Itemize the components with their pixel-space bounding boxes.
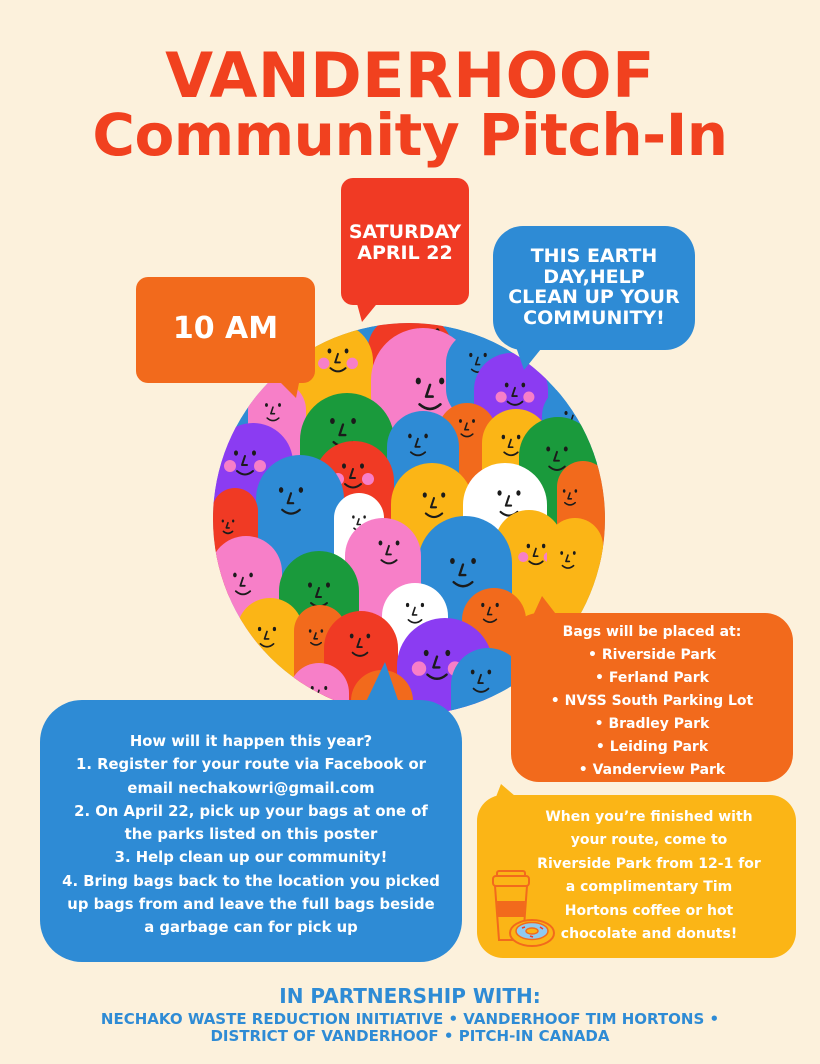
partner-line: NECHAKO WASTE REDUCTION INITIATIVE • VANDERHOOF TIM HORTONS •	[100, 1010, 720, 1028]
how-line: the parks listed on this poster	[124, 826, 378, 843]
blob-body	[237, 598, 303, 708]
location-name: Vanderview Park	[592, 762, 726, 778]
bags-bubble	[511, 613, 793, 782]
bag-location	[511, 759, 793, 782]
face-eye	[517, 435, 520, 439]
bullet: •	[587, 647, 597, 663]
how-it-works-bubble	[40, 700, 462, 962]
face-eye	[469, 353, 472, 357]
face-blob	[237, 598, 303, 708]
face-cheek	[518, 552, 528, 562]
bags-heading: Bags will be placed at:	[562, 624, 742, 640]
location-name: Leiding Park	[609, 739, 709, 755]
face-eye	[521, 383, 525, 388]
face-eye	[360, 463, 364, 468]
bullet: •	[578, 762, 588, 778]
how-line: 2. On April 22, pick up your bags at one of	[74, 802, 428, 820]
event-time: 10 AM	[172, 311, 279, 346]
date-month-day: APRIL 22	[357, 242, 453, 264]
face-eye	[441, 492, 445, 497]
reward-bubble	[477, 795, 796, 958]
face-eye	[575, 489, 578, 492]
face-eye	[459, 419, 462, 423]
face-cheek	[318, 358, 329, 369]
face-eye	[279, 487, 283, 493]
face-eye	[471, 558, 476, 564]
partnership-list	[0, 1011, 820, 1045]
reward-line: Hortons coffee or hot	[564, 902, 734, 919]
face-eye	[345, 349, 349, 354]
reward-line: When you’re finished with	[545, 809, 753, 825]
face-eye	[321, 629, 324, 632]
face-eye	[258, 627, 261, 631]
face-eye	[487, 670, 491, 675]
bag-location	[511, 667, 793, 690]
face-eye	[351, 418, 356, 424]
face-cheek	[496, 391, 507, 402]
bag-location	[511, 736, 793, 759]
face-eye	[342, 463, 346, 468]
how-line: 4. Bring bags back to the location you picked	[62, 872, 440, 890]
face-cheek	[347, 358, 358, 369]
face-eye	[496, 603, 499, 607]
face-eye	[445, 650, 450, 656]
face-eye	[424, 650, 429, 656]
face-eye	[249, 573, 253, 578]
face-eye	[471, 670, 475, 675]
face-eye	[273, 627, 276, 631]
earth-day-line: CLEAN UP YOUR	[508, 286, 680, 309]
earth-day-line: THIS EARTH	[530, 245, 658, 267]
partnership-heading: IN PARTNERSHIP WITH:	[279, 984, 541, 1008]
reward-line: chocolate and donuts!	[560, 926, 738, 943]
face-eye	[363, 515, 366, 518]
face-eye	[366, 634, 370, 639]
face-cheek	[523, 391, 534, 402]
face-eye	[396, 541, 400, 546]
face-eye	[416, 378, 421, 385]
how-line: up bags from and leave the full bags beside	[67, 895, 435, 913]
face-eye	[564, 411, 567, 415]
bag-location	[511, 713, 793, 736]
face-eye	[352, 515, 355, 518]
face-eye	[497, 490, 501, 495]
face-eye	[546, 446, 550, 451]
face-eye	[573, 551, 576, 555]
face-eye	[350, 634, 354, 639]
earth-day-line: COMMUNITY!	[523, 307, 665, 330]
face-eye	[423, 492, 427, 497]
bullet: •	[595, 739, 605, 755]
face-eye	[421, 603, 424, 607]
face-eye	[234, 450, 238, 455]
face-eye	[563, 489, 566, 492]
date-bubble	[341, 178, 469, 305]
reward-line: a complimentary Tim	[565, 879, 733, 896]
face-eye	[481, 603, 484, 607]
face-eye	[542, 544, 545, 548]
face-eye	[527, 544, 530, 548]
bag-location	[511, 690, 793, 713]
partner-line: DISTRICT OF VANDERHOOF • PITCH-IN CANADA	[210, 1027, 610, 1045]
face-eye	[578, 411, 581, 415]
face-eye	[252, 450, 256, 455]
face-cheek	[412, 661, 426, 675]
face-cheek	[362, 473, 374, 485]
poster-title: VANDERHOOF	[165, 39, 655, 112]
face-eye	[308, 582, 312, 587]
face-eye	[278, 403, 281, 407]
face-eye	[484, 353, 487, 357]
how-line: 3. Help clean up our community!	[114, 849, 388, 867]
bag-location	[511, 644, 793, 667]
face-eye	[560, 551, 563, 555]
earth-day-bubble	[493, 226, 695, 350]
earth-day-line: DAY,HELP	[543, 265, 645, 288]
face-eye	[233, 573, 237, 578]
location-name: NVSS South Parking Lot	[564, 693, 754, 709]
face-eye	[406, 603, 409, 607]
bullet: •	[594, 716, 604, 732]
reward-text	[504, 806, 794, 946]
location-name: Bradley Park	[608, 716, 710, 732]
face-eye	[450, 558, 455, 564]
how-line: email nechakowri@gmail.com	[127, 779, 375, 797]
location-name: Ferland Park	[608, 670, 709, 686]
face-eye	[309, 629, 312, 632]
face-eye	[326, 582, 330, 587]
face-eye	[516, 490, 520, 495]
face-eye	[502, 435, 505, 439]
location-name: Riverside Park	[601, 647, 716, 663]
face-cheek	[224, 460, 236, 472]
face-eye	[222, 520, 224, 523]
face-eye	[564, 446, 568, 451]
face-eye	[311, 686, 314, 690]
bullet: •	[550, 693, 560, 709]
how-heading: How will it happen this year?	[129, 733, 373, 750]
bullet: •	[595, 670, 604, 686]
face-eye	[408, 434, 412, 439]
face-eye	[424, 434, 428, 439]
face-eye	[232, 520, 234, 523]
face-eye	[328, 349, 332, 354]
poster-subtitle: Community Pitch-In	[92, 101, 728, 169]
date-day: SATURDAY	[348, 221, 462, 243]
face-cheek	[254, 460, 266, 472]
face-eye	[379, 541, 383, 546]
face-eye	[299, 487, 303, 493]
face-eye	[324, 686, 327, 690]
reward-line: Riverside Park from 12-1 for	[537, 855, 761, 872]
face-eye	[472, 419, 475, 423]
time-bubble	[136, 277, 315, 383]
face-eye	[505, 383, 509, 388]
how-line: a garbage can for pick up	[144, 919, 358, 936]
reward-line: your route, come to	[570, 832, 728, 849]
how-line: 1. Register for your route via Facebook or	[76, 756, 426, 774]
face-eye	[265, 403, 268, 407]
face-eye	[439, 378, 444, 385]
face-eye	[330, 418, 335, 424]
